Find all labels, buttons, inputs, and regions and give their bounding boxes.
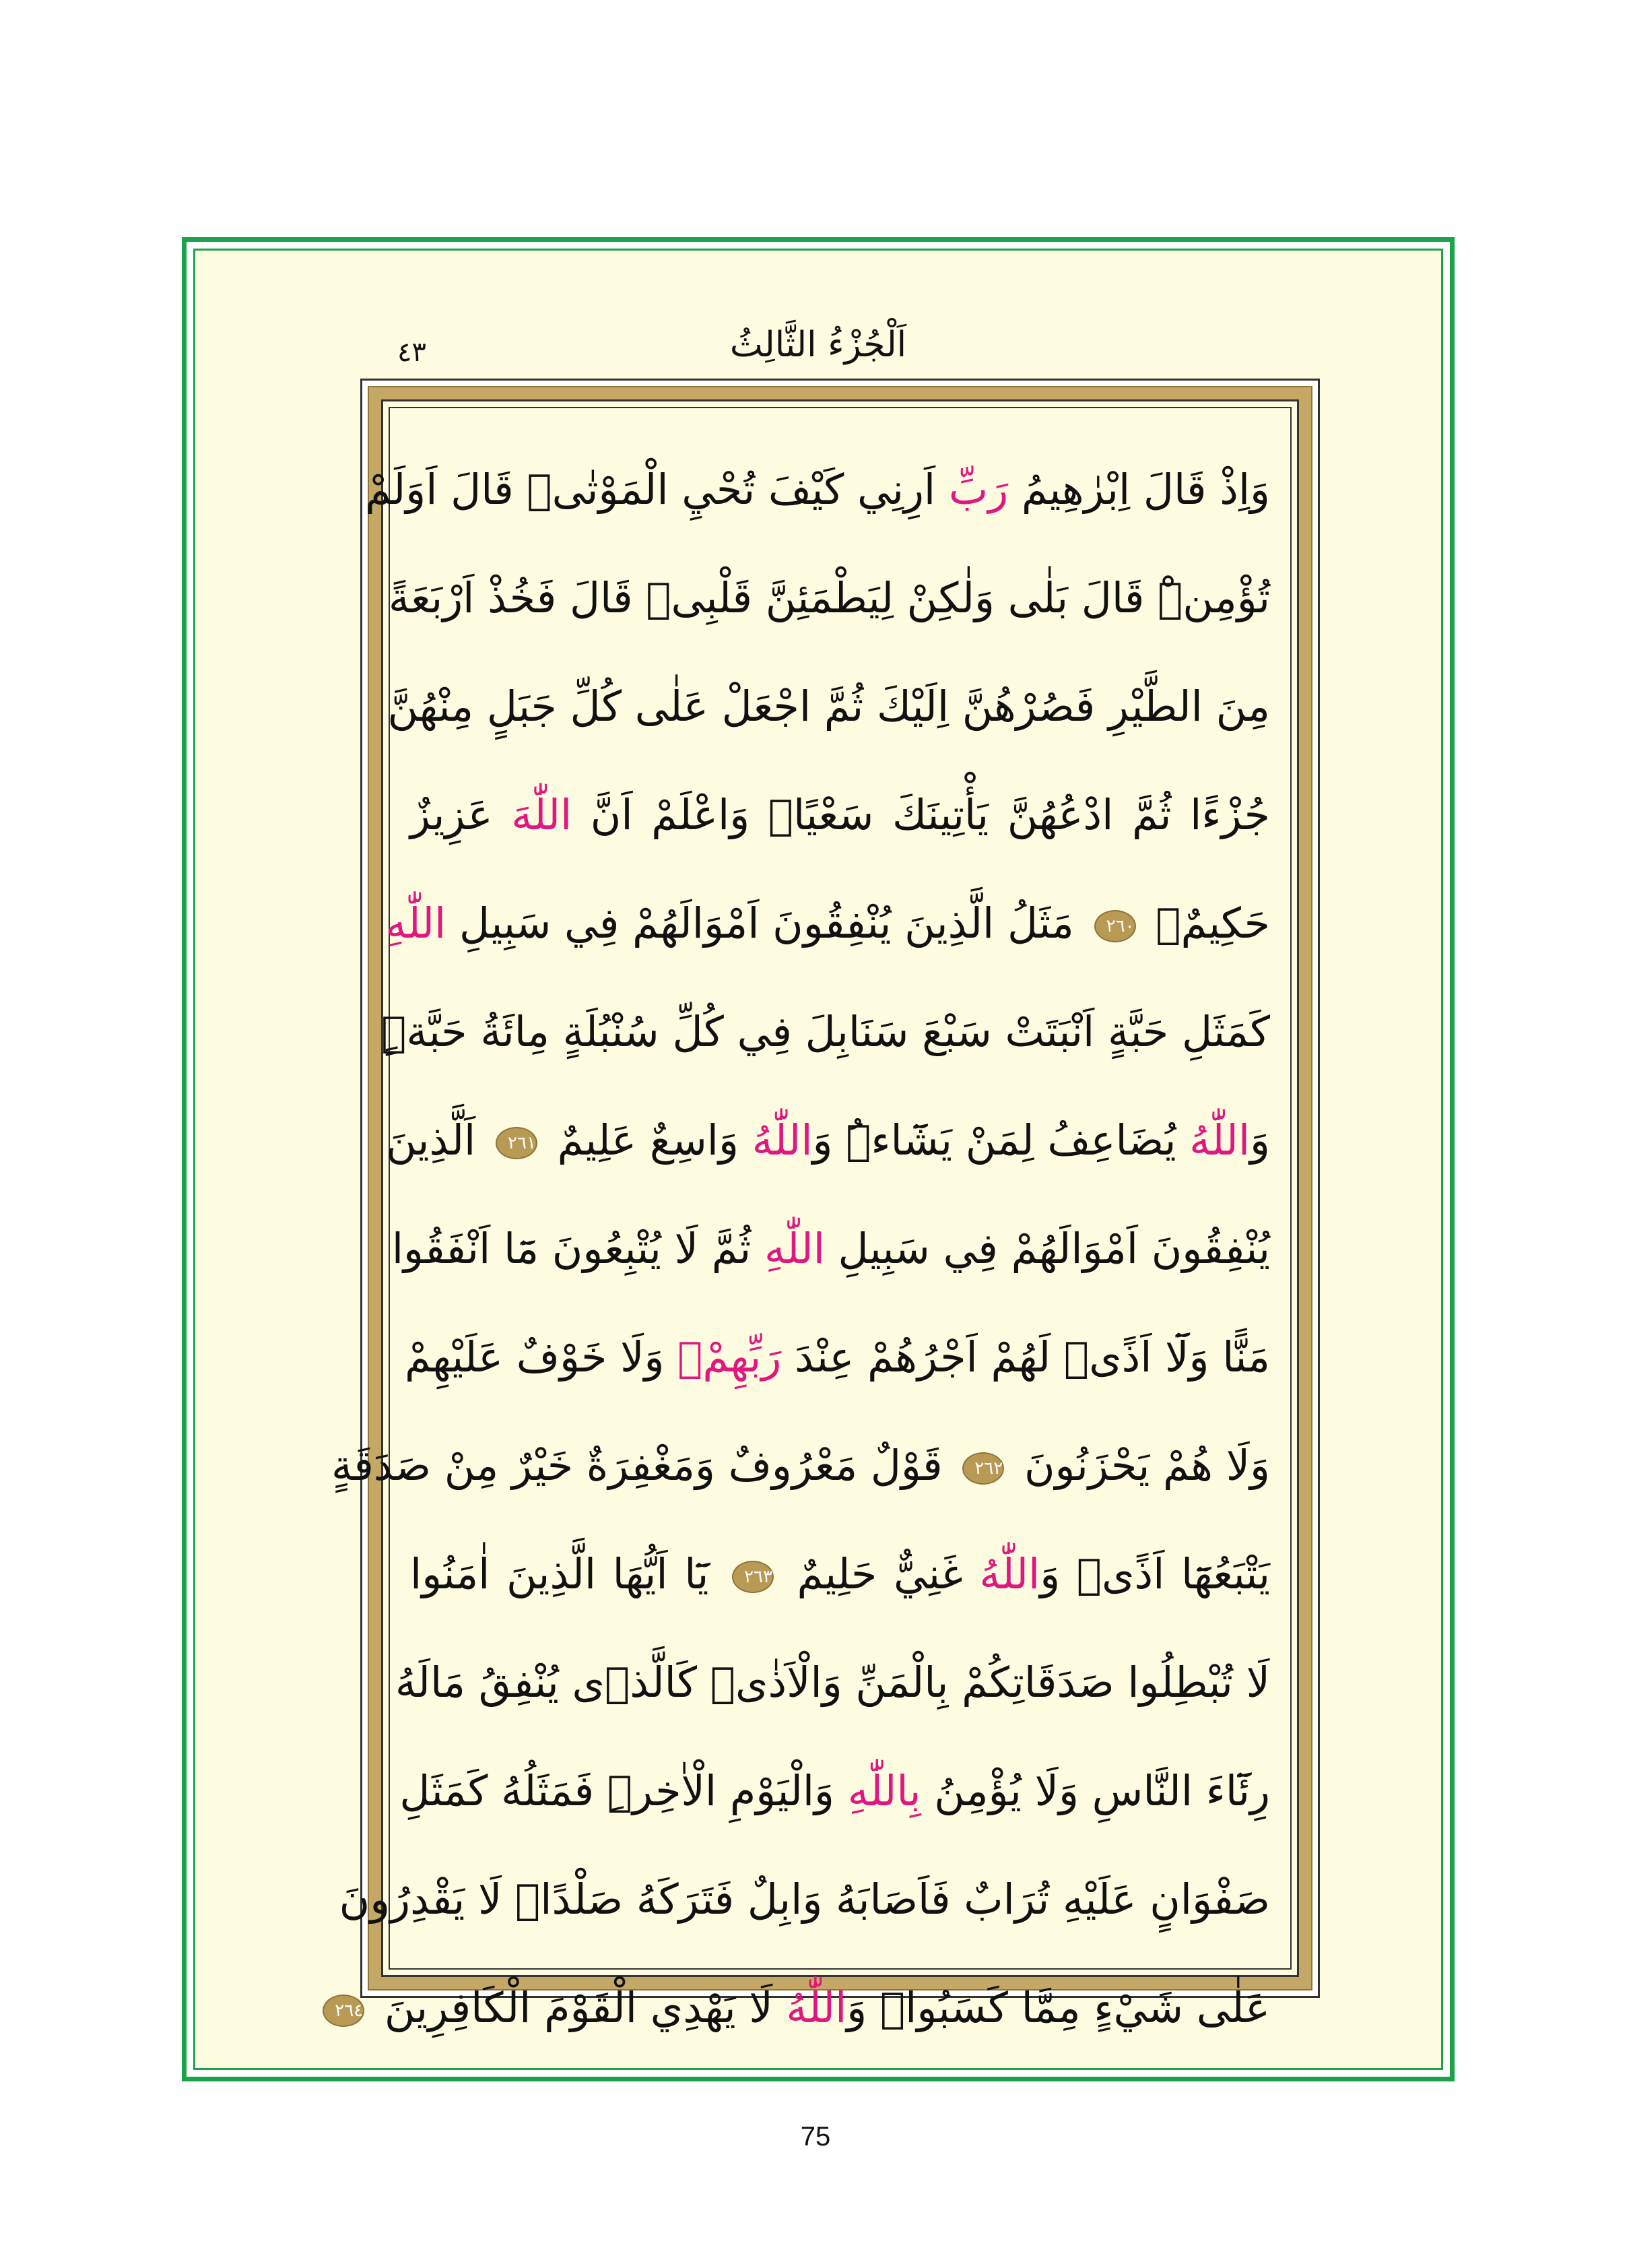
verse-text: وَلَا خَوْفٌ عَلَيْهِمْ xyxy=(405,1332,678,1382)
verse-text: غَنِيٌّ حَلِيمٌ xyxy=(780,1549,980,1598)
verse-line xyxy=(405,1303,1270,1411)
verse-line xyxy=(388,544,1270,652)
verse-line xyxy=(339,1845,1270,1953)
divine-name-word: اللّٰهِ xyxy=(385,899,446,948)
verse-text: وَ xyxy=(1250,1115,1270,1165)
verse-text: اَرِنِي كَيْفَ تُحْيِ الْمَوْتٰىۜ قَالَ اَوَلَمْ xyxy=(365,465,949,514)
verse-line xyxy=(365,435,1270,544)
verse-text: يُنْفِقُونَ اَمْوَالَهُمْ فِي سَبِيلِ xyxy=(824,1224,1270,1273)
verse-text: حَكِيمٌ۟ xyxy=(1142,899,1270,948)
verse-line xyxy=(410,1520,1270,1628)
verse-line xyxy=(335,1953,1270,2062)
verse-text: مَثَلُ الَّذِينَ يُنْفِقُونَ اَمْوَالَهُمْ فِي سَبِيلِ xyxy=(446,899,1088,948)
verse-line xyxy=(410,760,1270,869)
divine-name-word: اللّٰهُ xyxy=(786,1983,847,2032)
divine-name-word: اللّٰهِ xyxy=(764,1224,825,1273)
verse-text: كَمَثَلِ حَبَّةٍ اَنْبَتَتْ سَبْعَ سَنَابِلَ فِي كُلِّ سُنْبُلَةٍ مِائَةُ حَبَّةٍۜ xyxy=(381,1007,1270,1056)
divine-name-word: رَبِّهِمْۚ xyxy=(677,1332,782,1382)
divine-name-word: بِاللّٰهِ xyxy=(847,1766,921,1815)
page-number: 75 xyxy=(800,2122,831,2151)
divine-name-word: اللّٰهَ xyxy=(511,790,572,839)
verse-text: وَلَا هُمْ يَحْزَنُونَ xyxy=(1011,1441,1270,1490)
text-area xyxy=(331,399,1299,2032)
arabic-page-number: ٤٣ xyxy=(397,337,426,368)
verse-line xyxy=(331,1411,1270,1520)
verse-text: مِنَ الطَّيْرِ فَصُرْهُنَّ اِلَيْكَ ثُمَّ اجْعَلْ عَلٰى كُلِّ جَبَلٍ مِنْهُنَّ xyxy=(387,682,1270,731)
verse-text: وَاِذْ قَالَ اِبْرٰهِيمُ xyxy=(1008,465,1270,514)
verse-text: لَا يَهْدِي الْقَوْمَ الْكَافِرِينَ xyxy=(371,1983,787,2032)
verse-line xyxy=(381,977,1270,1086)
verse-text: عَلٰى شَيْءٍ مِمَّا كَسَبُواۜ وَ xyxy=(846,1983,1270,2032)
verse-text: مَنًّا وَلَٓا اَذًىۙ لَهُمْ اَجْرُهُمْ عِنْدَ xyxy=(781,1332,1270,1382)
verse-text: وَالْيَوْمِ الْاٰخِرِۜ فَمَثَلُهُ كَمَثَلِ xyxy=(399,1766,848,1815)
text-border-box xyxy=(331,379,1320,2032)
verse-text: قَوْلٌ مَعْرُوفٌ وَمَغْفِرَةٌ خَيْرٌ مِنْ صَدَقَةٍ xyxy=(331,1441,956,1490)
verse-text: رِئَٓاءَ النَّاسِ وَلَا يُؤْمِنُ xyxy=(921,1766,1270,1815)
verse-line xyxy=(391,1194,1270,1303)
verse-line xyxy=(395,1628,1270,1737)
verse-text: يَتْبَعُهَٓا اَذًىۜ وَ xyxy=(1040,1549,1271,1598)
verse-text: ثُمَّ لَا يُتْبِعُونَ مَٓا اَنْفَقُوا xyxy=(391,1224,764,1273)
verse-text: اَلَّذِينَ xyxy=(386,1115,489,1165)
verse-text: يَٓا اَيُّهَا الَّذِينَ اٰمَنُوا xyxy=(410,1549,725,1598)
verse-text: جُزْءًا ثُمَّ ادْعُهُنَّ يَأْتِينَكَ سَعْيًاۜ وَاعْلَمْ اَنَّ xyxy=(572,790,1270,839)
ayah-number-marker: ٢٦٤ xyxy=(323,1995,364,2027)
verse-line xyxy=(387,652,1270,760)
verse-line xyxy=(385,869,1270,977)
verse-text: لَا تُبْطِلُوا صَدَقَاتِكُمْ بِالْمَنِّ وَالْاَذٰىۙ كَالَّذٖى يُنْفِقُ مَالَهُ xyxy=(395,1658,1270,1707)
verse-lines xyxy=(331,435,1271,2062)
divine-name-word: اللّٰهُ xyxy=(979,1549,1040,1598)
ayah-number-marker: ٢٦٣ xyxy=(732,1561,774,1593)
ayah-number-marker: ٢٦٠ xyxy=(1094,910,1136,942)
page-frame-inner xyxy=(193,249,1443,2070)
verse-line xyxy=(386,1086,1270,1194)
verse-line xyxy=(399,1737,1270,1845)
verse-text: صَفْوَانٍ عَلَيْهِ تُرَابٌ فَاَصَابَهُ وَابِلٌ فَتَرَكَهُ صَلْدًاۜ لَا يَقْدِرُونَ xyxy=(339,1875,1270,1924)
ayah-number-marker: ٢٦١ xyxy=(496,1127,537,1159)
ayah-number-marker: ٢٦٢ xyxy=(962,1452,1004,1485)
juz-title: اَلْجُزْءُ الثَّالِثُ xyxy=(729,325,907,365)
page-frame xyxy=(182,237,1455,2081)
verse-text: عَزِيزٌ xyxy=(410,790,512,839)
divine-name-word: اللّٰهُ xyxy=(1189,1115,1251,1165)
verse-text: تُؤْمِنْۜ قَالَ بَلٰى وَلٰكِنْ لِيَطْمَئِنَّ قَلْبِىۜ قَالَ فَخُذْ اَرْبَعَةً xyxy=(388,573,1270,622)
verse-text: وَاسِعٌ عَلِيمٌ xyxy=(543,1115,752,1165)
divine-name-word: اللّٰهُ xyxy=(752,1115,813,1165)
verse-text: يُضَاعِفُ لِمَنْ يَشَٓاءُۜ وَ xyxy=(812,1115,1190,1165)
divine-name-word: رَبِّ xyxy=(948,465,1009,514)
